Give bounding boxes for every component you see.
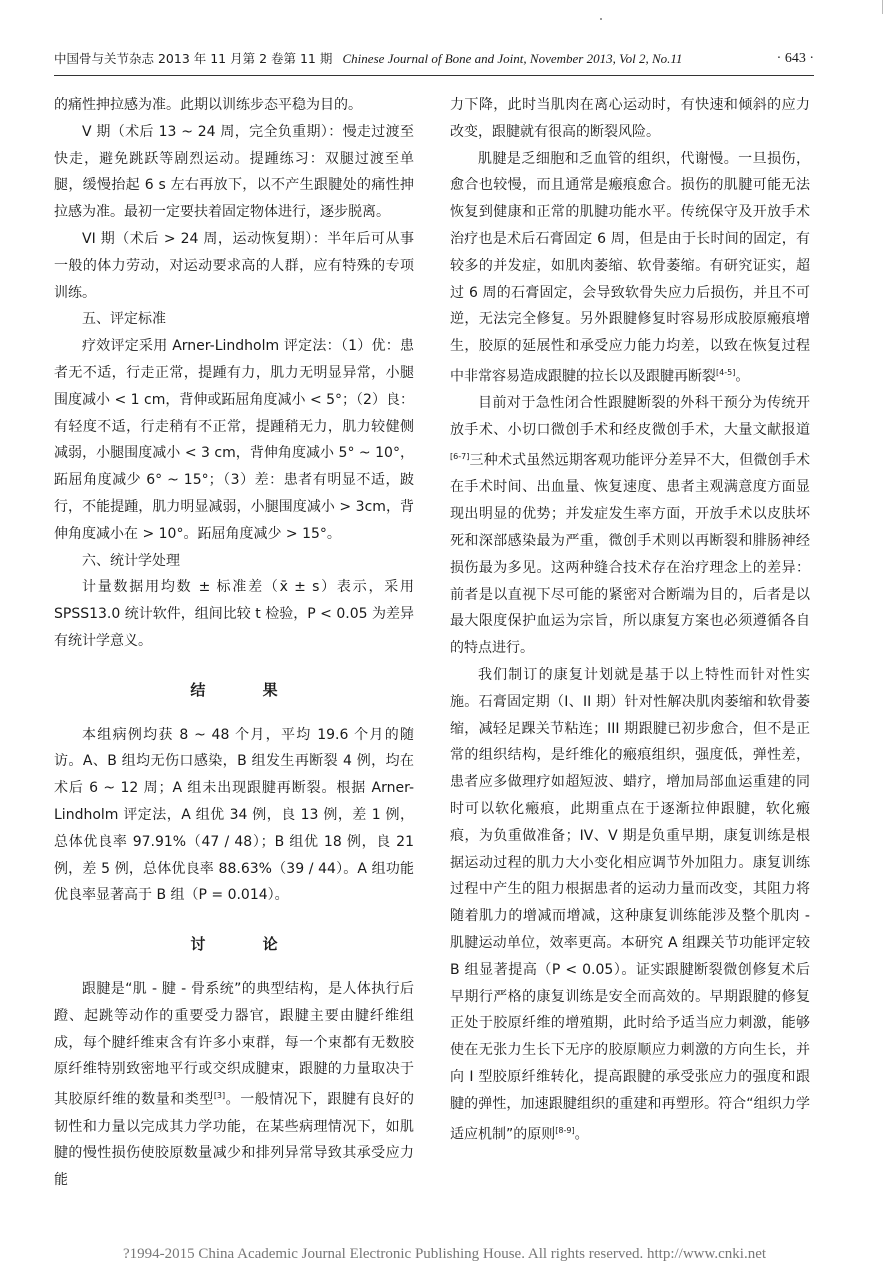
paragraph-rehab-plan bbox=[450, 662, 810, 1148]
citation-ref: [8-9] bbox=[555, 1125, 575, 1135]
citation-ref: [6-7] bbox=[450, 452, 470, 462]
paragraph-surgical-options bbox=[450, 390, 810, 662]
paragraph-tendon-healing bbox=[450, 146, 810, 391]
surgical-options-text-tail: 三种术式虽然远期客观功能评分差异不大，但微创手术在手术时间、出血量、恢复速度、患者主观满意度方面显现出明显的优势；并发症发生率方面，开放手术以皮肤坏死和深部感染最为严重，微创手术则以再断裂和腓肠神经损伤最为多见。这两种缝合技术存在治疗理念上的差异：前者是以直视下尽可能的紧密对合断端为目的，后者是以最大限度保护血运为宗旨，所以康复方案也必须遵循各自的特点进行。 bbox=[450, 452, 810, 657]
left-column bbox=[54, 92, 414, 1194]
journal-name-cn: 中国骨与关节杂志 2013 年 11 月第 2 卷第 11 期 bbox=[54, 51, 333, 66]
discussion-text-tail: 。一般情况下，跟腱有良好的韧性和力量以完成其力学功能，在某些病理情况下，如肌腱的慢性损伤使胶原数量减少和排列异常导致其承受应力能 bbox=[54, 1091, 415, 1189]
subsection-heading-evaluation: 五、评定标准 bbox=[82, 311, 166, 328]
paragraph-continued: 力下降，此时当肌肉在离心运动时，有快速和倾斜的应力改变，跟腱就有很高的断裂风险。 bbox=[450, 97, 810, 140]
scan-dot bbox=[600, 18, 602, 20]
journal-citation bbox=[54, 50, 682, 69]
tendon-healing-text: 肌腱是乏细胞和乏血管的组织，代谢慢。一旦损伤，愈合也较慢，而且通常是瘢痕愈合。损伤的肌腱可能无法恢复到健康和正常的肌腱功能水平。传统保守及开放手术治疗也是术后石膏固定 6 周，但是由于长时间的固定，有较多的并发症，如肌肉萎缩、软骨萎缩。有研究证实，超过 6 周的石膏固定，会导致软骨失应力后损伤，并且不可逆，无法完全修复。另外跟腱修复时容易形成胶原瘢痕增生，胶原的延展性和承受应力能力均差，以致在恢复过程中非常容易造成跟腱的拉长以及跟腱再断裂 bbox=[450, 150, 810, 385]
copyright-footer: ?1994-2015 China Academic Journal Electronic Publishing House. All rights reserved. http://www.cnki.net bbox=[122, 1246, 767, 1262]
right-column bbox=[450, 92, 810, 1148]
scan-edge-mark bbox=[882, 0, 883, 14]
paragraph-discussion bbox=[54, 976, 414, 1194]
paragraph-evaluation-criteria: 疗效评定采用 Arner-Lindholm 评定法：（1）优：患者无不适，行走正常，提踵有力，肌力无明显异常，小腿围度减小 < 1 cm，背伸或跖屈角度减小 < 5°；（2）良：有轻度不适，行走稍有不正常，提踵稍无力，肌力较健侧减弱，小腿围度减小 < 3 cm，背伸角度减小 5° ~ 10°，跖屈角度减少 6° ~ 15°；（3）差：患者有明显不适，跛行，不能提踵，肌力明显减弱，小腿围度减小 > 3cm，背伸角度减小在 > 10°。跖屈角度减少 > 15°。 bbox=[54, 338, 414, 542]
results-heading: 结 果 bbox=[190, 680, 304, 699]
discussion-text: 跟腱是“肌 - 腱 - 骨系统”的典型结构，是人体执行后蹬、起跳等动作的重要受力器官，跟腱主要由腱纤维组成，每个腱纤维束含有许多小束群，每一个束都有无数胶原纤维特别致密地平行或交织成腱束，跟腱的力量取决于其胶原纤维的数量和类型 bbox=[54, 980, 414, 1108]
rehab-plan-tail: 。 bbox=[574, 1126, 589, 1143]
page-header bbox=[54, 50, 814, 76]
paragraph-phase-vi: VI 期（术后 > 24 周，运动恢复期）：半年后可从事一般的体力劳动，对运动要求高的人群，应有特殊的专项训练。 bbox=[54, 230, 414, 301]
page-number: · 643 · bbox=[776, 51, 814, 66]
citation-ref: [3] bbox=[213, 1091, 226, 1101]
subsection-heading-statistics: 六、统计学处理 bbox=[82, 552, 180, 569]
tendon-healing-tail: 。 bbox=[735, 368, 750, 385]
surgical-options-text: 目前对于急性闭合性跟腱断裂的外科干预分为传统开放手术、小切口微创手术和经皮微创手术，大量文献报道 bbox=[450, 395, 810, 439]
paragraph-results: 本组病例均获 8 ~ 48 个月，平均 19.6 个月的随访。A、B 组均无伤口感染，B 组发生再断裂 4 例，均在术后 6 ~ 12 周；A 组未出现跟腱再断裂。根据 Arner-Lindholm 评定法，A 组优 34 例，良 13 例，差 1 例，总体优良率 97.91%（47 / 48）；B 组优 18 例，良 21 例，差 5 例，总体优良率 88.63%（39 / 44）。A 组功能优良率显著高于 B 组（P = 0.014）。 bbox=[54, 726, 414, 904]
journal-name-en: Chinese Journal of Bone and Joint, November 2013, Vol 2, No.11 bbox=[342, 51, 683, 66]
discussion-heading: 讨 论 bbox=[190, 935, 304, 954]
paragraph-phase-v: V 期（术后 13 ~ 24 周，完全负重期）：慢走过渡至快走，避免跳跃等剧烈运动。提踵练习：双腿过渡至单腿，缓慢抬起 6 s 左右再放下，以不产生跟腱处的痛性抻拉感为准。最初一定要扶着固定物体进行，逐步脱离。 bbox=[54, 123, 414, 221]
paragraph: 的痛性抻拉感为准。此期以训练步态平稳为目的。 bbox=[54, 97, 362, 113]
paragraph-statistics: 计量数据用均数 ± 标准差（x̄ ± s）表示，采用 SPSS13.0 统计软件，组间比较 t 检验，P < 0.05 为差异有统计学意义。 bbox=[54, 579, 414, 649]
citation-ref: [4-5] bbox=[716, 367, 736, 377]
rehab-plan-text: 我们制订的康复计划就是基于以上特性而针对性实施。石膏固定期（I、II 期）针对性解决肌肉萎缩和软骨萎缩，减轻足踝关节粘连；III 期跟腱已初步愈合，但不是正常的组织结构，是纤维化的瘢痕组织，强度低，弹性差，患者应多做理疗如超短波、蜡疗，增加局部血运重建的同时可以软化瘢痕，此期重点在于逐渐拉伸跟腱，软化瘢痕，为负重做准备；IV、V 期是负重早期，康复训练是根据运动过程的肌力大小变化相应调节外加阻力。康复训练过程中产生的阻力根据患者的运动力量而改变，其阻力将随着肌力的增减而增减，这种康复训练能涉及整个肌肉 - 肌腱运动单位，效率更高。本研究 A 组踝关节功能评定较 B 组显著提高（P < 0.05）。证实跟腱断裂微创修复术后早期行严格的康复训练是安全而高效的。早期跟腱的修复正处于胶原纤维的增殖期，此时给予适当应力刺激，能够使在无张力生长下无序的胶原顺应力刺激的方向生长，并向 I 型胶原纤维转化，提高跟腱的承受张应力的强度和跟腱的弹性，加速跟腱组织的重建和再塑形。符合“组织力学适应机制”的原则 bbox=[450, 667, 810, 1143]
